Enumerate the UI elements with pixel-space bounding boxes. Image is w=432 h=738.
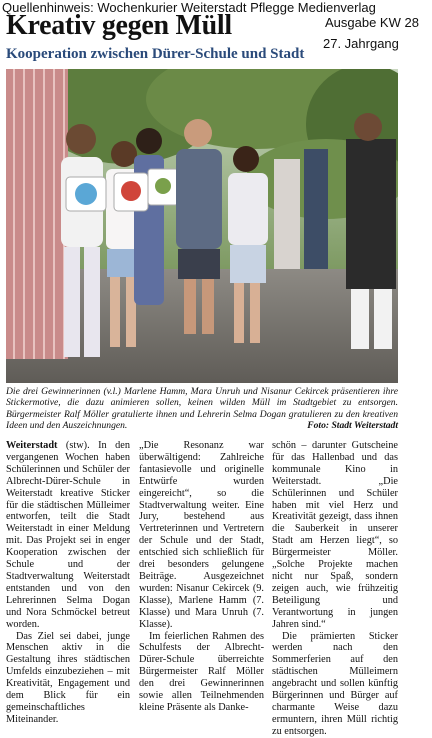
photo-illustration bbox=[6, 69, 398, 383]
photo-caption bbox=[6, 386, 398, 432]
volume-label: 27. Jahrgang bbox=[323, 36, 399, 51]
article-column-3 bbox=[272, 440, 398, 738]
edition-label: Ausgabe KW 28 bbox=[325, 15, 419, 30]
article-paragraph: schön – darunter Gutscheine für das Hallenbad und das kommunale Kino in Weiterstadt. „Die Schülerinnen und Schüler haben mit viel Herz und Kreativität gezeigt, dass ihnen die Sauberkeit in unserer Stadt am Herzen liegt“, so Bürgermeister Möller. „Solche Projekte machen nicht nur Spaß, sondern zeigen auch, wie frühzeitig Beteiligung und Verantwortung in jungen Jahren sind.“ bbox=[272, 440, 398, 630]
article-photo bbox=[6, 69, 398, 383]
article-paragraph bbox=[6, 440, 130, 631]
article-paragraph: Im feierlichen Rahmen des Schulfests der Albrecht-Dürer-Schule überreichte Bürgermeister Ralf Möller den drei Gewinnerinnen sowie allen Teilnehmenden kleine Präsente als Danke- bbox=[139, 630, 264, 713]
source-note: Quellenhinweis: Wochenkurier Weiterstadt Pflegge Medienverlag bbox=[2, 0, 376, 15]
article-paragraph: „Die Resonanz war überwältigend: Zahlreiche fantasievolle und originelle Entwürfe wurden eingereicht“, so die Stadtverwaltung weiter. Eine Jury, bestehend aus Vertreterinnen und Vertretern der Schule und der Stadt, entschied sich schließlich für drei besonders gelungene Beiträge. Ausgezeichnet wurden: Nisanur Cekircek (9. Klasse), Marlene Hamm (7. Klasse) und Mara Unruh (7. Klasse). bbox=[139, 440, 264, 630]
subheadline: Kooperation zwischen Dürer-Schule und Stadt bbox=[6, 46, 305, 62]
paragraph-text: In den vergangenen Wochen haben Schülerinnen und Schüler der Albrecht-Dürer-Schule in Weiterstadt kreative Sticker für die städtischen Mülleimer entworfen, teilt die Stadt Weiterstadt in einer Meldung mit. Das Projekt sei in enger Kooperation zwischen der Schule und der Stadtverwaltung Weiterstadt entstanden und von den Lehrerinnen Selma Dogan und Nora Schmöckel betreut worden. bbox=[6, 440, 131, 630]
caption-text: Die drei Gewinnerinnen (v.l.) Marlene Hamm, Mara Unruh und Nisanur Cekircek präsentieren ihre Stickermotive, die dazu animieren sollen, keinen wilden Müll im Stadtgebiet zu entsorgen. Bürgermeister Ralf Möller gratulierte ihnen und Lehrerin Selma Dogan gratulieren zu den kreativen Ideen und den Auszeichnungen. bbox=[6, 386, 398, 432]
photo-credit: Foto: Stadt Weiterstadt bbox=[307, 420, 398, 432]
dateline: Weiterstadt bbox=[6, 440, 58, 451]
article-column-2 bbox=[139, 440, 264, 714]
article-paragraph: Das Ziel sei dabei, junge Menschen aktiv in die Gestaltung ihres städtischen Umfelds einzubeziehen – mit Kreativität, Engagement und dem Blick für ein gemeinschaftliches Miteinander. bbox=[6, 630, 130, 725]
article-paragraph: Die prämierten Sticker werden nach den Sommerferien auf den städtischen Mülleimern angebracht und sollen künftig Bürgerinnen und Bürger auf charmante Weise dazu ermuntern, ihren Müll richtig zu entsorgen. bbox=[272, 630, 398, 737]
agency: (stw). bbox=[57, 440, 90, 451]
article-column-1 bbox=[6, 440, 130, 726]
headline: Kreativ gegen Müll bbox=[6, 10, 232, 41]
